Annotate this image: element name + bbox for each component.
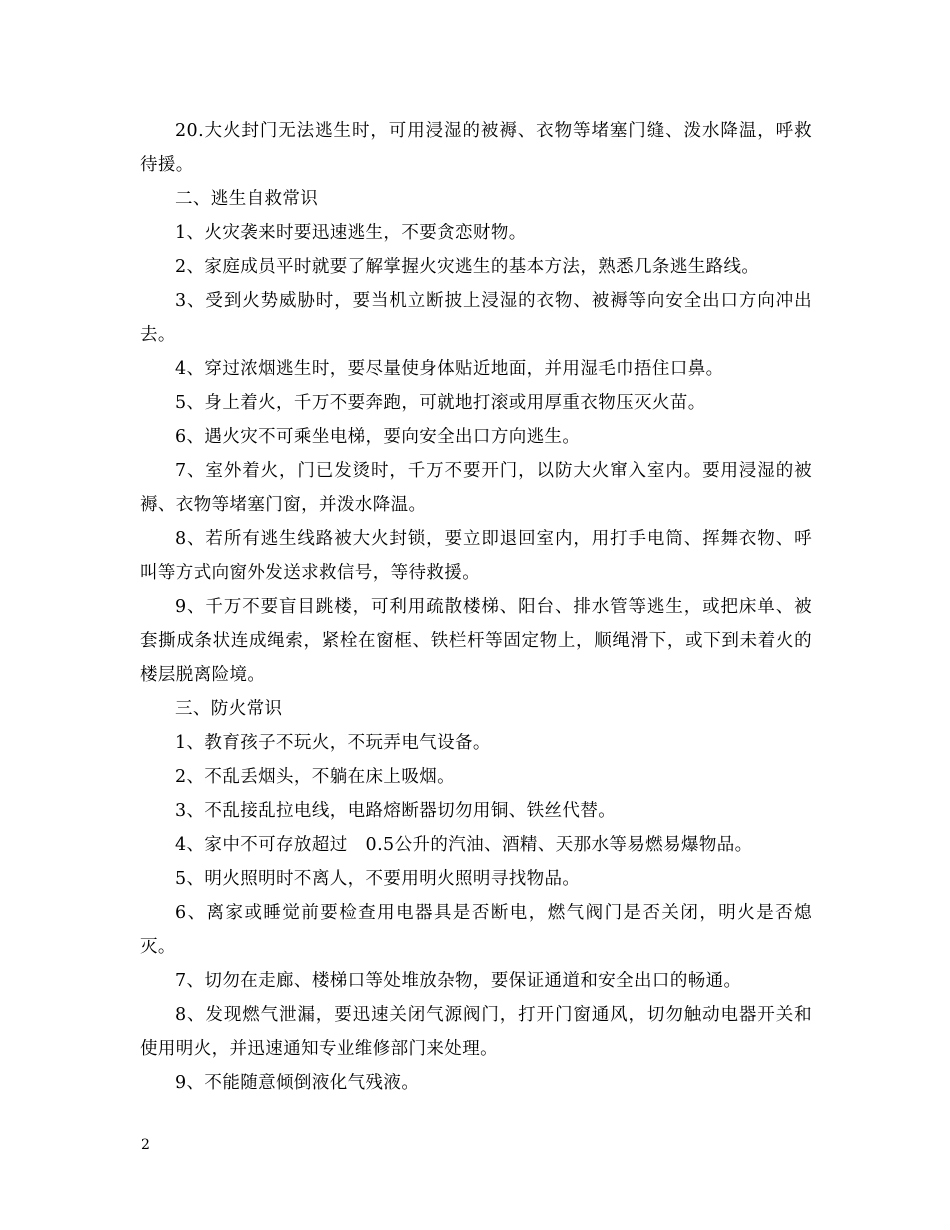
paragraph-prevention-4: 4、家中不可存放超过 0.5公升的汽油、酒精、天那水等易燃易爆物品。	[175, 835, 753, 855]
paragraph-escape-9: 9、千万不要盲目跳楼，可利用疏散楼梯、阳台、排水管等逃生，或把床单、被套撕成条状连成绳索，紧栓在窗框、铁栏杆等固定物上，顺绳滑下，或下到未着火的楼层脱离险境。	[140, 597, 812, 685]
paragraph-prevention-9: 9、不能随意倾倒液化气残液。	[175, 1073, 420, 1093]
paragraph-prevention-6: 6、离家或睡觉前要检查用电器具是否断电，燃气阀门是否关闭，明火是否熄灭。	[140, 903, 812, 957]
paragraph-escape-3: 3、受到火势威胁时，要当机立断披上浸湿的衣物、被褥等向安全出口方向冲出去。	[140, 291, 812, 345]
paragraph-prevention-7: 7、切勿在走廊、楼梯口等处堆放杂物，要保证通道和安全出口的畅通。	[175, 971, 742, 991]
paragraph-escape-8: 8、若所有逃生线路被大火封锁，要立即退回室内，用打手电筒、挥舞衣物、呼叫等方式向窗外发送求救信号，等待救援。	[140, 529, 812, 583]
paragraph-prevention-8: 8、发现燃气泄漏，要迅速关闭气源阀门，打开门窗通风，切勿触动电器开关和使用明火，并迅速通知专业维修部门来处理。	[140, 1005, 812, 1059]
paragraph-escape-7: 7、室外着火，门已发烫时，千万不要开门，以防大火窜入室内。要用浸湿的被褥、衣物等堵塞门窗，并泼水降温。	[140, 461, 812, 515]
paragraph-escape-6: 6、遇火灾不可乘坐电梯，要向安全出口方向逃生。	[175, 427, 581, 447]
paragraph-rescue-wait: 20.大火封门无法逃生时，可用浸湿的被褥、衣物等堵塞门缝、泼水降温，呼救待援。	[140, 121, 812, 175]
page-number: 2	[141, 1137, 150, 1153]
paragraph-prevention-5: 5、明火照明时不离人，不要用明火照明寻找物品。	[175, 869, 581, 889]
section-heading-escape: 二、逃生自救常识	[175, 189, 319, 209]
paragraph-escape-1: 1、火灾袭来时要迅速逃生，不要贪恋财物。	[175, 223, 527, 243]
paragraph-prevention-3: 3、不乱接乱拉电线，电路熔断器切勿用铜、铁丝代替。	[175, 801, 617, 821]
paragraph-prevention-1: 1、教育孩子不玩火，不玩弄电气设备。	[175, 733, 491, 753]
section-heading-fire-prevention: 三、防火常识	[175, 699, 283, 719]
document-body	[140, 114, 812, 1100]
paragraph-escape-2: 2、家庭成员平时就要了解掌握火灾逃生的基本方法，熟悉几条逃生路线。	[175, 257, 760, 277]
paragraph-escape-4: 4、穿过浓烟逃生时，要尽量使身体贴近地面，并用湿毛巾捂住口鼻。	[175, 359, 724, 379]
paragraph-escape-5: 5、身上着火，千万不要奔跑，可就地打滚或用厚重衣物压灭火苗。	[175, 393, 706, 413]
paragraph-prevention-2: 2、不乱丢烟头，不躺在床上吸烟。	[175, 767, 456, 787]
